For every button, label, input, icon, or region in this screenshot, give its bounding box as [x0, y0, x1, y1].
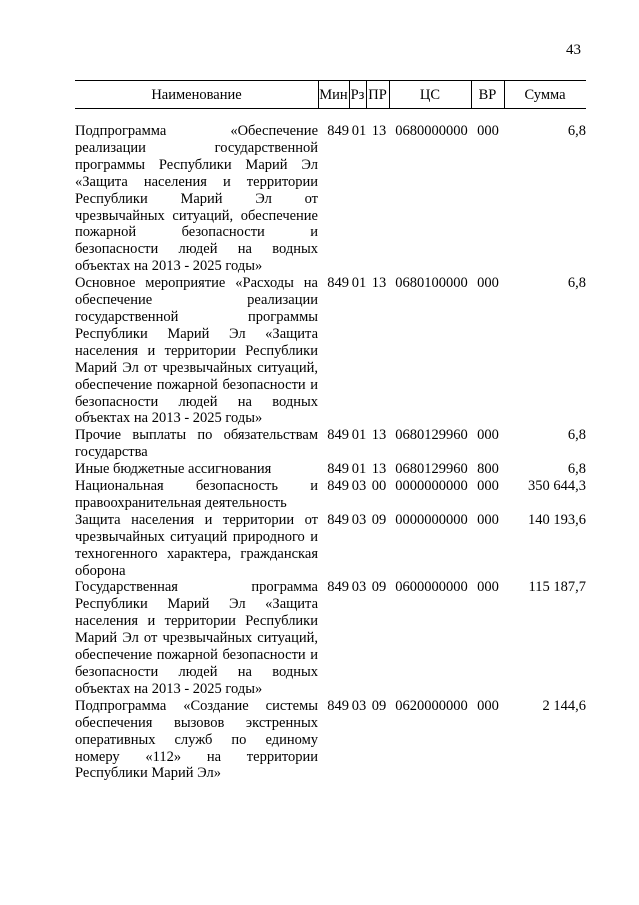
row-min: 849: [327, 511, 349, 528]
row-vr: 000: [477, 427, 499, 444]
row-sum: 115 187,7: [528, 579, 586, 596]
row-vr: 000: [477, 275, 499, 292]
table-row: [75, 512, 586, 580]
row-vr: 000: [477, 478, 499, 495]
row-name: Прочие выплаты по обязательствам государства: [75, 427, 318, 461]
row-cs: 0680129960: [395, 427, 468, 444]
header-rz: Рз: [350, 87, 365, 103]
row-min: 849: [327, 461, 349, 478]
row-rz: 03: [351, 511, 367, 528]
header-pr: ПР: [368, 87, 387, 103]
header-name: Наименование: [151, 87, 242, 103]
row-cs: 0680000000: [395, 123, 468, 139]
row-pr: 13: [371, 461, 387, 478]
header-min: Мин: [319, 87, 348, 103]
row-pr: 13: [371, 427, 387, 444]
page-number: 43: [566, 42, 581, 58]
row-vr: 000: [477, 579, 499, 596]
row-pr: 13: [371, 123, 387, 139]
row-sum: 6,8: [567, 461, 586, 478]
table-row: [75, 698, 586, 783]
row-name: Подпрограмма «Обеспечение реализации государственной программы Республики Марий Эл «Защита населения и территории Республики Марий Эл от чрезвычайных ситуаций, обеспечение пожарной безопасности и безопасности людей на водных объектах на 2013 - 2025 годы»: [75, 123, 318, 275]
row-cs: 0000000000: [395, 478, 468, 495]
row-sum: 350 644,3: [528, 478, 586, 495]
row-min: 849: [327, 579, 349, 596]
row-name: Основное мероприятие «Расходы на обеспечение реализации государственной программы Республики Марий Эл «Защита населения и территории Республики Марий Эл от чрезвычайных ситуаций, обеспечение пожарной безопасности и безопасности людей на водных объектах на 2013 - 2025 годы»: [75, 275, 318, 427]
row-cs: 0680129960: [395, 461, 468, 478]
row-pr: 09: [371, 697, 387, 714]
row-pr: 09: [371, 511, 387, 528]
header-vr: ВР: [478, 87, 497, 103]
row-min: 849: [327, 123, 349, 139]
table-row: [75, 579, 586, 697]
table-header: [75, 80, 586, 109]
row-vr: 000: [477, 123, 499, 139]
row-sum: 6,8: [567, 427, 586, 444]
table-row: [75, 123, 586, 275]
row-min: 849: [327, 478, 349, 495]
header-sum: Сумма: [524, 87, 566, 103]
row-pr: 13: [371, 275, 387, 292]
row-vr: 000: [477, 697, 499, 714]
row-cs: 0000000000: [395, 511, 468, 528]
table-row: [75, 275, 586, 427]
row-sum: 6,8: [567, 275, 586, 292]
row-rz: 03: [351, 697, 367, 714]
row-sum: 2 144,6: [542, 697, 586, 714]
budget-table: [75, 123, 586, 782]
row-rz: 01: [351, 427, 367, 444]
row-cs: 0600000000: [395, 579, 468, 596]
row-name: Иные бюджетные ассигнования: [75, 461, 272, 478]
row-sum: 6,8: [567, 123, 586, 139]
row-name: Государственная программа Республики Марий Эл «Защита населения и территории Республики Марий Эл от чрезвычайных ситуаций, обеспечение пожарной безопасности и безопасности людей на водных объектах на 2013 - 2025 годы»: [75, 579, 318, 697]
row-name: Подпрограмма «Создание системы обеспечения вызовов экстренных оперативных служб по единому номеру «112» на территории Республики Марий Эл»: [75, 697, 318, 782]
row-sum: 140 193,6: [528, 511, 586, 528]
row-min: 849: [327, 697, 349, 714]
row-min: 849: [327, 275, 349, 292]
row-pr: 09: [371, 579, 387, 596]
row-name: Национальная безопасность и правоохранительная деятельность: [75, 478, 318, 511]
row-rz: 01: [351, 275, 367, 292]
row-rz: 01: [351, 123, 367, 139]
row-cs: 0680100000: [395, 275, 468, 292]
row-min: 849: [327, 427, 349, 444]
header-cs: ЦС: [419, 87, 441, 103]
table-row: [75, 461, 586, 478]
row-vr: 000: [477, 511, 499, 528]
table-row: [75, 478, 586, 512]
row-rz: 01: [351, 461, 367, 478]
row-vr: 800: [477, 461, 499, 478]
row-rz: 03: [351, 579, 367, 596]
row-cs: 0620000000: [395, 697, 468, 714]
row-pr: 00: [371, 478, 387, 495]
row-name: Защита населения и территории от чрезвычайных ситуаций природного и техногенного характера, гражданская оборона: [75, 511, 318, 579]
table-row: [75, 427, 586, 461]
row-rz: 03: [351, 478, 367, 495]
